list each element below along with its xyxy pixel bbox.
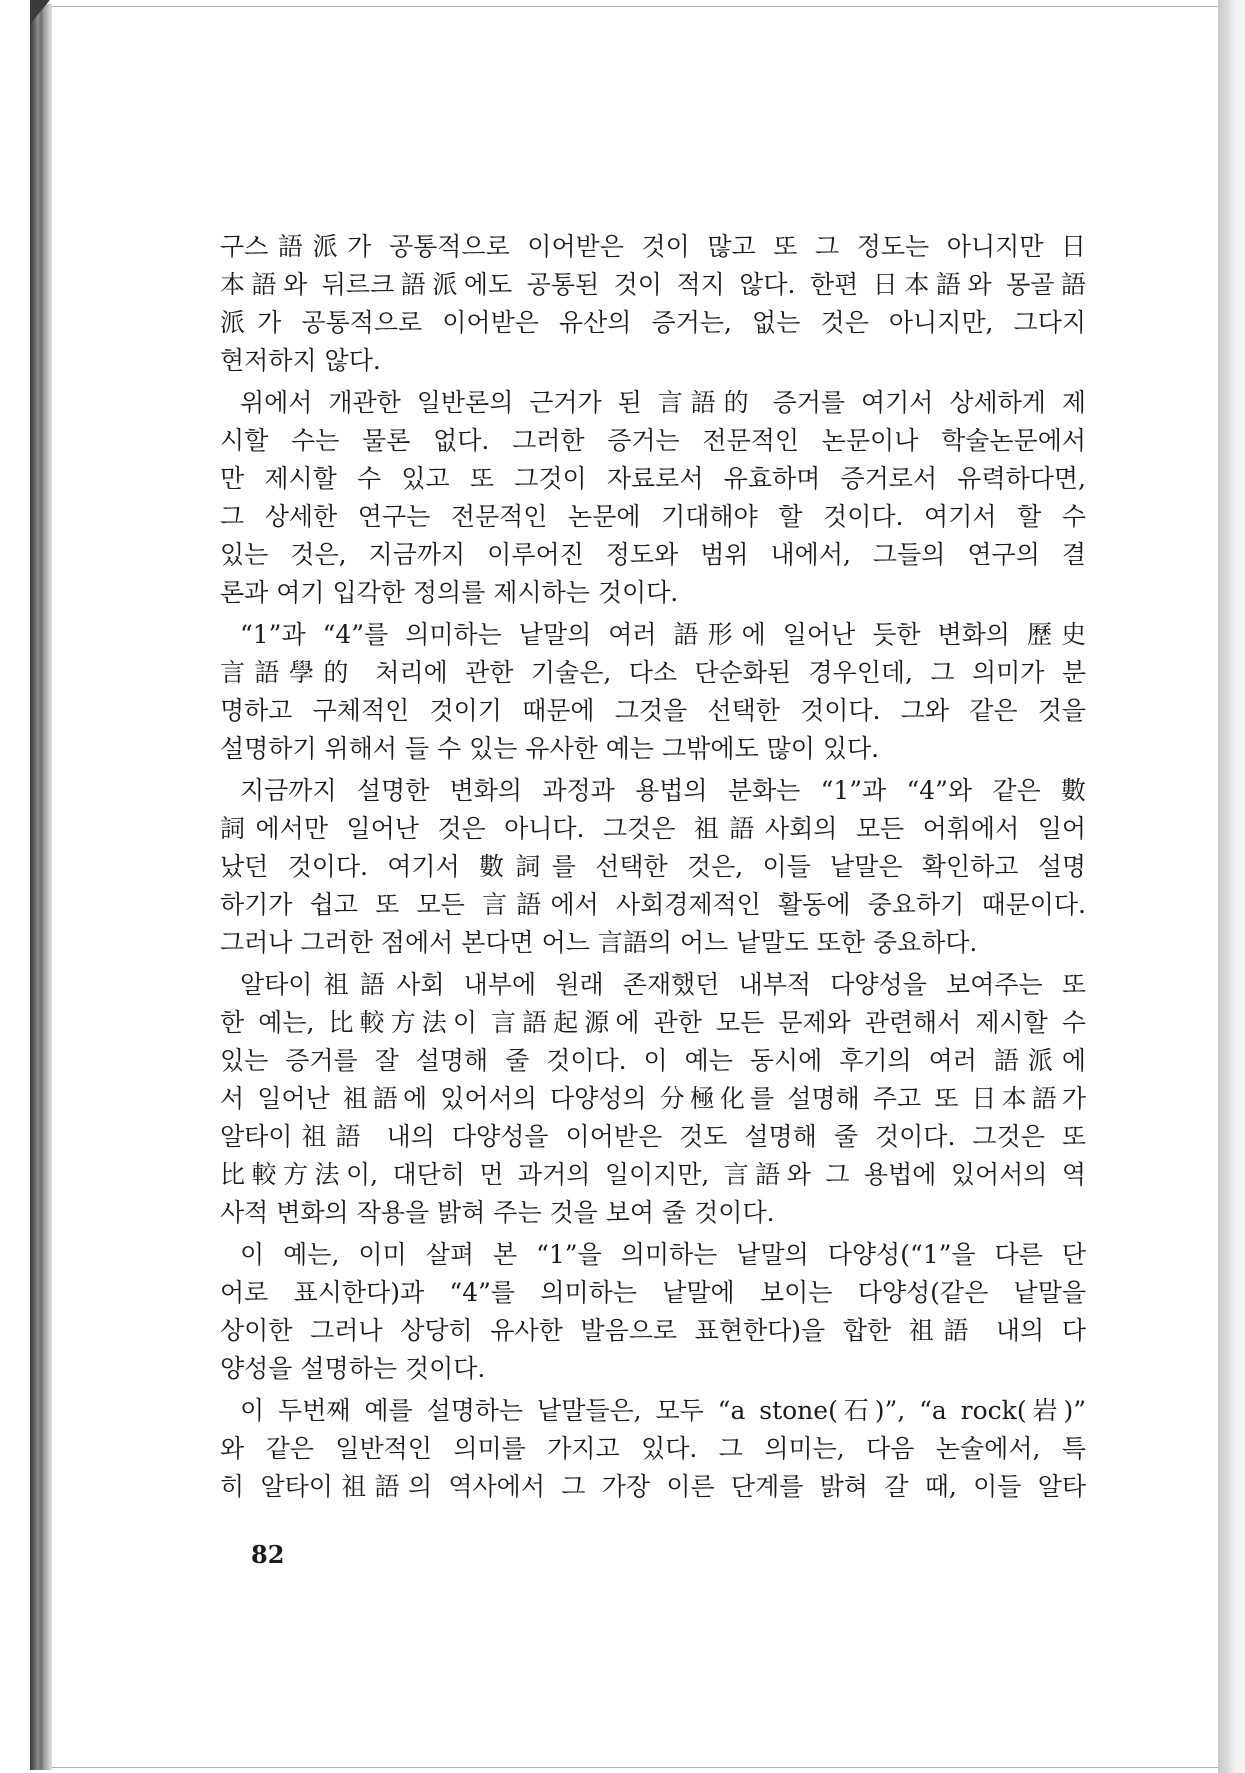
text-line: 알타이祖語 내의 다양성을 이어받은 것도 설명해 줄 것이다. 그것은 또 xyxy=(220,1122,1086,1151)
page-right-edge xyxy=(1218,0,1245,1773)
paragraph xyxy=(220,616,1086,768)
text-line: 그러나 그러한 점에서 본다면 어느 言語의 어느 낱말도 또한 중요하다. xyxy=(220,928,978,957)
text-line: 言語學的 처리에 관한 기술은, 다소 단순화된 경우인데, 그 의미가 분 xyxy=(220,658,1086,687)
paragraph xyxy=(220,384,1086,612)
text-line: 사적 변화의 작용을 밝혀 주는 것을 보여 줄 것이다. xyxy=(220,1198,775,1227)
text-line: 구스語派가 공통적으로 이어받은 것이 많고 또 그 정도는 아니지만 日 xyxy=(220,232,1086,261)
text-line: 상이한 그러나 상당히 유사한 발음으로 표현한다)을 합한 祖語 내의 다 xyxy=(220,1316,1086,1345)
text-line: 한 예는, 比較方法이 言語起源에 관한 모든 문제와 관련해서 제시할 수 xyxy=(220,1008,1086,1037)
text-line: “1”과 “4”를 의미하는 낱말의 여러 語形에 일어난 듯한 변화의 歷史 xyxy=(240,620,1086,649)
text-line: 어로 표시한다)과 “4”를 의미하는 낱말에 보이는 다양성(같은 낱말을 xyxy=(220,1278,1086,1307)
text-line: 양성을 설명하는 것이다. xyxy=(220,1354,486,1383)
text-line: 현저하지 않다. xyxy=(220,346,381,375)
paragraph xyxy=(220,772,1086,962)
book-spine-edge xyxy=(30,4,52,1770)
text-line: 派가 공통적으로 이어받은 유산의 증거는, 없는 것은 아니지만, 그다지 xyxy=(220,308,1086,337)
text-line: 있는 증거를 잘 설명해 줄 것이다. 이 예는 동시에 후기의 여러 語派에 xyxy=(220,1046,1086,1075)
paragraph xyxy=(220,1236,1086,1388)
page-number: 82 xyxy=(251,1540,285,1569)
text-line: 지금까지 설명한 변화의 과정과 용법의 분화는 “1”과 “4”와 같은 數 xyxy=(240,776,1086,805)
text-line: 그 상세한 연구는 전문적인 논문에 기대해야 할 것이다. 여기서 할 수 xyxy=(220,502,1086,531)
text-line: 있는 것은, 지금까지 이루어진 정도와 범위 내에서, 그들의 연구의 결 xyxy=(220,540,1086,569)
text-line: 하기가 쉽고 또 모든 言語에서 사회경제적인 활동에 중요하기 때문이다. xyxy=(220,890,1086,919)
paragraph xyxy=(220,228,1086,380)
text-line: 서 일어난 祖語에 있어서의 다양성의 分極化를 설명해 주고 또 日本語가 xyxy=(220,1084,1086,1113)
text-line: 本語와 뒤르크語派에도 공통된 것이 적지 않다. 한편 日本語와 몽골語 xyxy=(220,270,1086,299)
spine-corner-shadow xyxy=(30,0,50,24)
text-line: 났던 것이다. 여기서 數詞를 선택한 것은, 이들 낱말은 확인하고 설명 xyxy=(220,852,1086,881)
text-line: 詞에서만 일어난 것은 아니다. 그것은 祖語사회의 모든 어휘에서 일어 xyxy=(220,814,1086,843)
paragraph xyxy=(220,1392,1086,1506)
text-line: 알타이祖語사회 내부에 원래 존재했던 내부적 다양성을 보여주는 또 xyxy=(240,970,1086,999)
text-line: 위에서 개관한 일반론의 근거가 된 言語的 증거를 여기서 상세하게 제 xyxy=(240,388,1086,417)
text-line: 와 같은 일반적인 의미를 가지고 있다. 그 의미는, 다음 논술에서, 특 xyxy=(220,1434,1086,1463)
text-line: 론과 여기 입각한 정의를 제시하는 것이다. xyxy=(220,578,679,607)
paragraph xyxy=(220,966,1086,1232)
body-text xyxy=(220,228,1086,1506)
text-line: 설명하기 위해서 들 수 있는 유사한 예는 그밖에도 많이 있다. xyxy=(220,734,880,763)
text-line: 명하고 구체적인 것이기 때문에 그것을 선택한 것이다. 그와 같은 것을 xyxy=(220,696,1086,725)
text-line: 이 예는, 이미 살펴 본 “1”을 의미하는 낱말의 다양성(“1”을 다른 단 xyxy=(240,1240,1086,1269)
text-line: 만 제시할 수 있고 또 그것이 자료로서 유효하며 증거로서 유력하다면, xyxy=(220,464,1086,493)
text-line: 히 알타이祖語의 역사에서 그 가장 이른 단계를 밝혀 갈 때, 이들 알타 xyxy=(220,1472,1086,1501)
text-line: 이 두번째 예를 설명하는 낱말들은, 모두 “a stone(石)”, “a rock(岩)” xyxy=(240,1396,1086,1425)
text-line: 比較方法이, 대단히 먼 과거의 일이지만, 言語와 그 용법에 있어서의 역 xyxy=(220,1160,1086,1189)
text-line: 시할 수는 물론 없다. 그러한 증거는 전문적인 논문이나 학술논문에서 xyxy=(220,426,1086,455)
